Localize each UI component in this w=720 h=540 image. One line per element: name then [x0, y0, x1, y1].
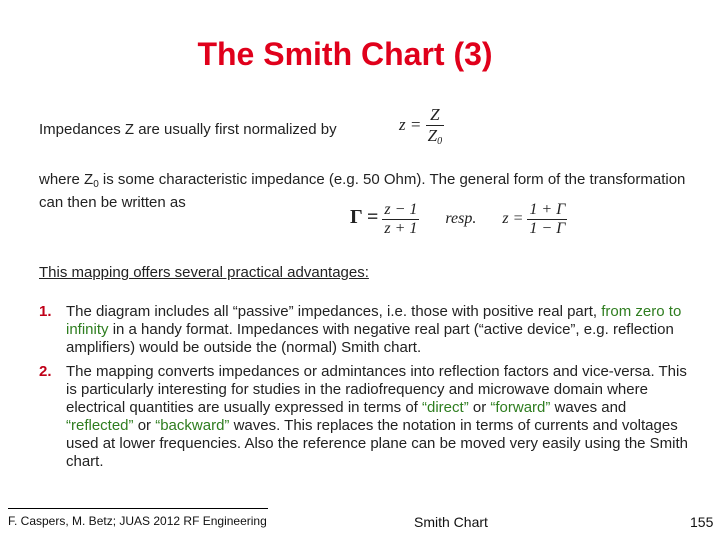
formula-z-denominator: $Z_0$	[427, 126, 443, 147]
gamma-formula	[350, 201, 567, 238]
list-item	[39, 303, 694, 357]
highlight-direct: “direct”	[422, 399, 469, 416]
footer-authors: F. Caspers, M. Betz; JUAS 2012 RF Engineering	[8, 514, 267, 528]
z-fraction	[527, 201, 567, 238]
resp-label: resp.	[445, 210, 477, 228]
formula-z-numerator: Z	[430, 105, 440, 124]
page-number: 155	[690, 514, 714, 530]
footer-topic: Smith Chart	[414, 514, 488, 530]
where-subscript: 0	[93, 179, 99, 190]
normalization-formula	[399, 105, 444, 147]
z-lhs: z =	[502, 210, 524, 228]
highlight-forward: “forward”	[490, 399, 551, 416]
formula-z-den-subscript: 0	[437, 136, 443, 147]
gamma-fraction	[382, 201, 419, 238]
list-item-text: The mapping converts impedances or admintances into reflection factors and vice-versa. This is particularly interesting for studies in the radiofrequency and microwave domain where electrical quantities are usually expressed in terms of “direct” or “forward” waves and “reflected” or “backward” waves. This replaces the notation in terms of currents and voltages used at lower frequencies. Also the reference plane can be moved very easily using the Smith chart.	[66, 363, 689, 470]
gamma-denominator: z + 1	[384, 220, 418, 237]
list-number: 2.	[39, 363, 52, 380]
slide-title: The Smith Chart (3)	[197, 36, 493, 72]
list-item	[39, 363, 694, 471]
gamma-lhs: Γ =	[350, 206, 379, 229]
intro-text: Impedances Z are usually first normalized by	[39, 121, 337, 138]
highlight-from-zero-to-infinity: from zero to infinity	[66, 303, 682, 338]
where-pre: where Z	[39, 171, 94, 188]
footer-divider	[8, 508, 268, 509]
gamma-numerator: z − 1	[384, 201, 418, 218]
z-numerator: 1 + Γ	[529, 201, 566, 218]
z-denominator: 1 − Γ	[529, 220, 566, 237]
list-number: 1.	[39, 303, 52, 320]
formula-z-lhs: z =	[399, 114, 422, 134]
advantages-heading: This mapping offers several practical advantages:	[39, 264, 369, 281]
formula-z-fraction	[426, 105, 444, 147]
highlight-backward: “backward”	[155, 417, 230, 434]
highlight-reflected: “reflected”	[66, 417, 134, 434]
where-post: is some characteristic impedance (e.g. 50 Ohm). The general form of the transformation can then be written as	[39, 171, 686, 211]
list-item-text: The diagram includes all “passive” impedances, i.e. those with positive real part, from zero to infinity in a handy format. Impedances with negative real part (“active device”, e.g. reflection amplifiers) would be outside the (normal) Smith chart.	[66, 303, 682, 356]
